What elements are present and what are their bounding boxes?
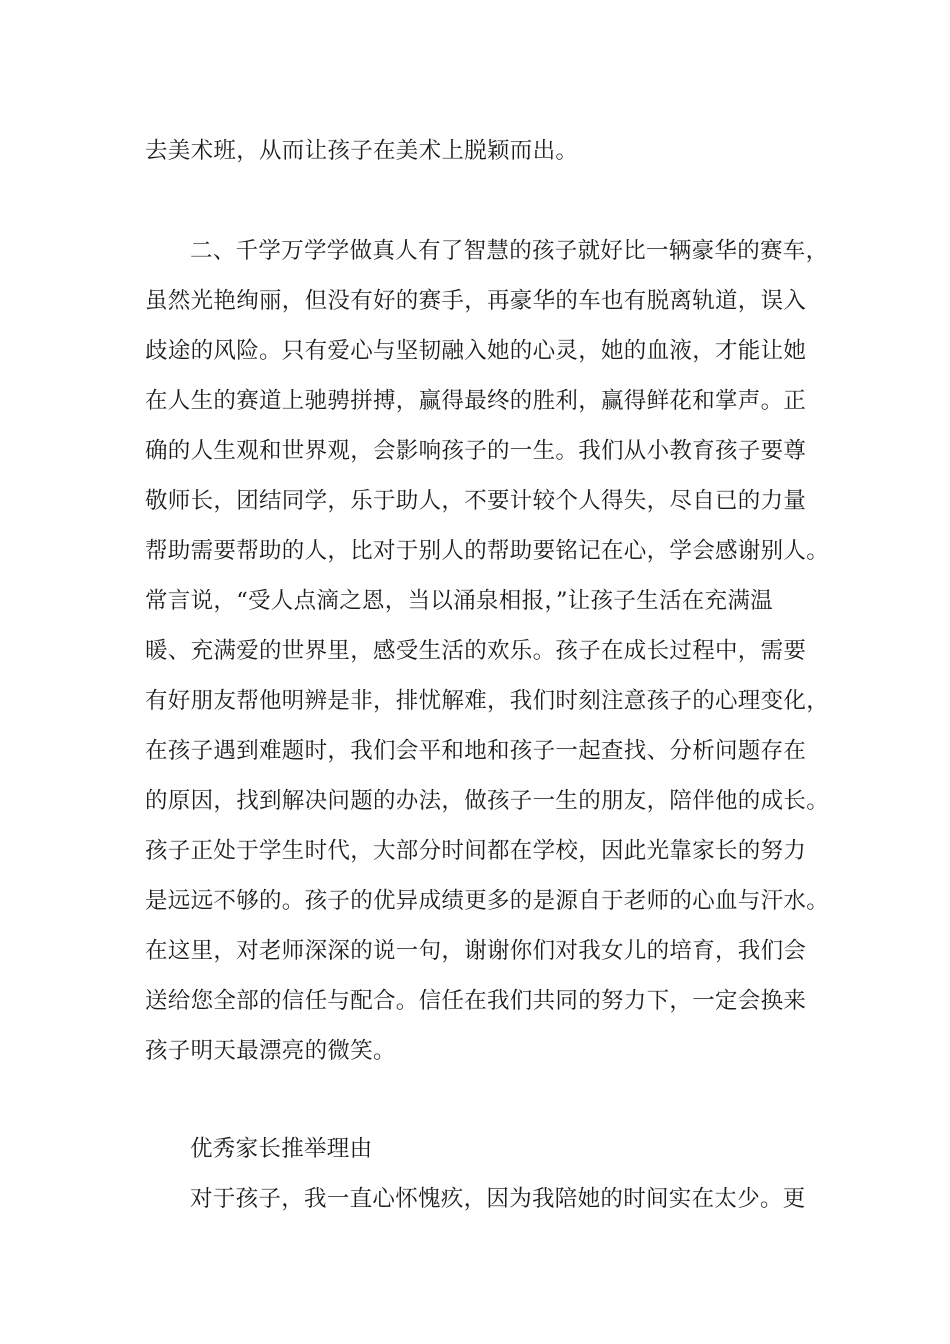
section-two-line-6: 敬师长，团结同学，乐于助人，不要计较个人得失，尽自已的力量: [145, 488, 807, 514]
section-two-line-3: 歧途的风险。只有爱心与坚韧融入她的心灵，她的血液，才能让她: [145, 338, 807, 364]
closing-line: 对于孩子，我一直心怀愧疚，因为我陪她的时间实在太少。更: [190, 1186, 806, 1212]
section-two-line-12: 的原因，找到解决问题的办法，做孩子一生的朋友，陪伴他的成长。: [145, 788, 830, 814]
section-heading: 优秀家长推举理由: [190, 1136, 373, 1162]
section-two-line-14: 是远远不够的。孩子的优异成绩更多的是源自于老师的心血与汗水。: [145, 888, 830, 914]
section-two-line-11: 在孩子遇到难题时，我们会平和地和孩子一起查找、分析问题存在: [145, 738, 807, 764]
section-two-line-10: 有好朋友帮他明辨是非，排忧解难，我们时刻注意孩子的心理变化，: [145, 688, 830, 714]
section-two-line-17: 孩子明天最漂亮的微笑。: [145, 1038, 396, 1064]
section-two-line-1: 二、千学万学学做真人有了智慧的孩子就好比一辆豪华的赛车，: [190, 238, 829, 264]
section-two-line-7: 帮助需要帮助的人，比对于别人的帮助要铭记在心，学会感谢别人。: [145, 538, 830, 564]
section-two-line-16: 送给您全部的信任与配合。信任在我们共同的努力下，一定会换来: [145, 988, 807, 1014]
section-two-line-9: 暖、充满爱的世界里，感受生活的欢乐。孩子在成长过程中，需要: [145, 638, 807, 664]
section-two-line-4: 在人生的赛道上驰骋拼搏，赢得最终的胜利，赢得鲜花和掌声。正: [145, 388, 807, 414]
opening-line: 去美术班，从而让孩子在美术上脱颖而出。: [145, 138, 579, 164]
section-two-line-8: 常言说，“受人点滴之恩，当以涌泉相报，”让孩子生活在充满温: [145, 588, 773, 614]
section-two-line-5: 确的人生观和世界观，会影响孩子的一生。我们从小教育孩子要尊: [145, 438, 807, 464]
section-two-line-15: 在这里，对老师深深的说一句，谢谢你们对我女儿的培育，我们会: [145, 938, 807, 964]
section-two-line-13: 孩子正处于学生时代，大部分时间都在学校，因此光靠家长的努力: [145, 838, 807, 864]
section-two-line-2: 虽然光艳绚丽，但没有好的赛手，再豪华的车也有脱离轨道，误入: [145, 288, 807, 314]
